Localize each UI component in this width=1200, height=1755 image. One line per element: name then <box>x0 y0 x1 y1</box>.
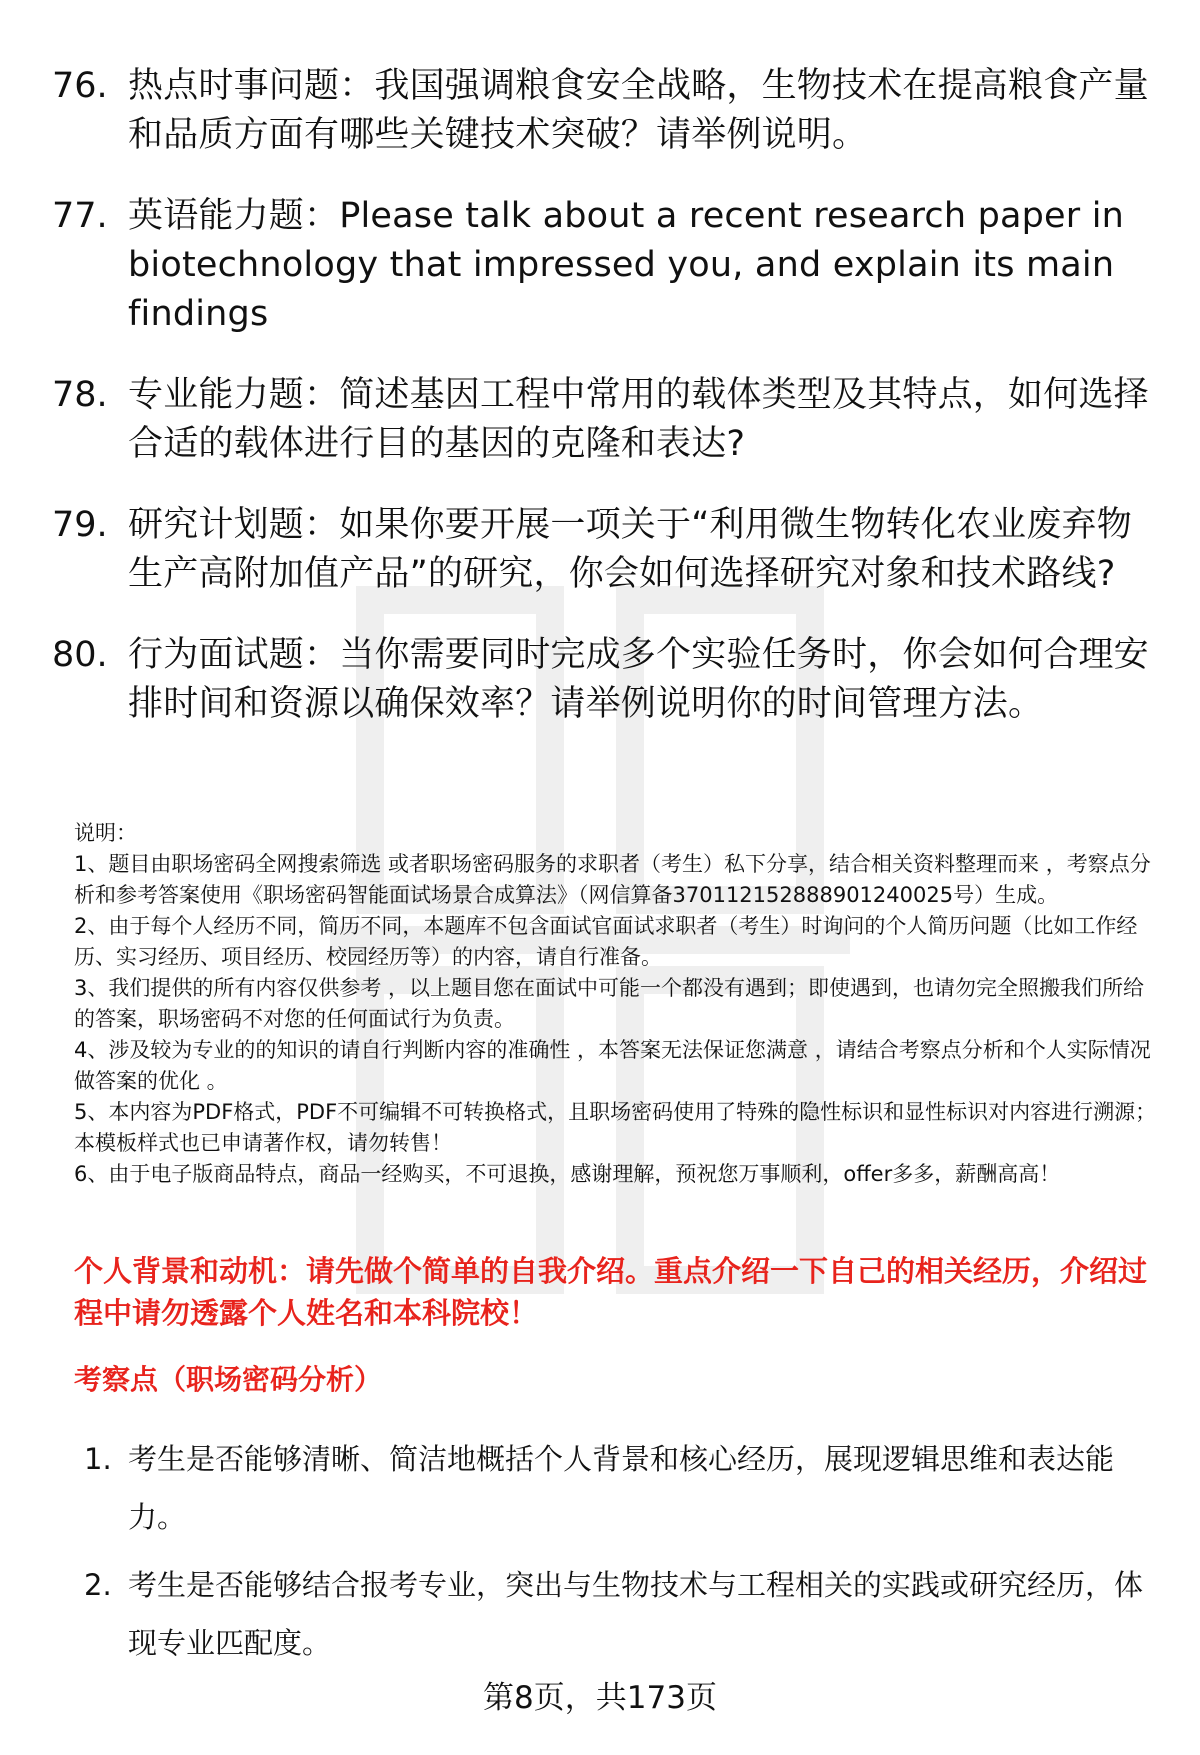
question-number: 80. <box>52 635 108 675</box>
question-text: 英语能力题：Please talk about a recent research paper in biotechnology that impressed you, and explain its main findings <box>128 196 1125 334</box>
question-number: 78. <box>52 375 108 415</box>
point-number: 1. <box>84 1442 112 1476</box>
notes-block <box>74 818 1160 1190</box>
question-number: 76. <box>52 66 108 106</box>
assessment-point <box>84 1430 1160 1546</box>
question-item <box>52 192 1152 339</box>
section-subheading: 考察点（职场密码分析） <box>74 1363 383 1396</box>
note-item: 6、由于电子版商品特点，商品一经购买，不可退换，感谢理解，预祝您万事顺利，offer多多，薪酬高高！ <box>74 1162 1061 1186</box>
page-number: 第8页，共173页 <box>483 1680 717 1716</box>
question-item <box>52 631 1152 729</box>
question-item <box>52 62 1152 160</box>
question-text: 研究计划题：如果你要开展一项关于“利用微生物转化农业废弃物生产高附加值产品”的研究，你会如何选择研究对象和技术路线? <box>128 505 1132 594</box>
question-text: 行为面试题：当你需要同时完成多个实验任务时，你会如何合理安排时间和资源以确保效率？请举例说明你的时间管理方法。 <box>128 635 1149 724</box>
point-text: 考生是否能够结合报考专业，突出与生物技术与工程相关的实践或研究经历，体现专业匹配度。 <box>128 1568 1144 1660</box>
question-list <box>52 62 1152 761</box>
note-item: 2、由于每个人经历不同，简历不同，本题库不包含面试官面试求职者（考生）时询问的个人简历问题（比如工作经历、实习经历、项目经历、校园经历等）的内容，请自行准备。 <box>74 914 1138 969</box>
question-text: 专业能力题：简述基因工程中常用的载体类型及其特点，如何选择合适的载体进行目的基因的克隆和表达? <box>128 375 1149 464</box>
note-item: 1、题目由职场密码全网搜索筛选 或者职场密码服务的求职者（考生）私下分享，结合相关资料整理而来 ，考察点分析和参考答案使用《职场密码智能面试场景合成算法》（网信算备370112152888901240025号）生成。 <box>74 852 1151 907</box>
question-number: 77. <box>52 196 108 236</box>
note-item: 5、本内容为PDF格式，PDF不可编辑不可转换格式，且职场密码使用了特殊的隐性标识和显性标识对内容进行溯源；本模板样式也已申请著作权，请勿转售！ <box>74 1100 1157 1155</box>
point-text: 考生是否能够清晰、简洁地概括个人背景和核心经历，展现逻辑思维和表达能力。 <box>128 1442 1115 1534</box>
question-number: 79. <box>52 505 108 545</box>
section-heading: 个人背景和动机：请先做个简单的自我介绍。重点介绍一下自己的相关经历，介绍过程中请勿透露个人姓名和本科院校！ <box>74 1254 1148 1330</box>
question-item <box>52 501 1152 599</box>
question-item <box>52 371 1152 469</box>
question-text: 热点时事问题：我国强调粮食安全战略，生物技术在提高粮食产量和品质方面有哪些关键技术突破？请举例说明。 <box>128 66 1149 155</box>
notes-title: 说明： <box>74 821 137 845</box>
note-item: 3、我们提供的所有内容仅供参考 ，以上题目您在面试中可能一个都没有遇到；即使遇到，也请勿完全照搬我们所给的答案，职场密码不对您的任何面试行为负责。 <box>74 976 1145 1031</box>
assessment-point <box>84 1556 1160 1672</box>
assessment-points <box>84 1430 1160 1682</box>
note-item: 4、涉及较为专业的的知识的请自行判断内容的准确性 ，本答案无法保证您满意 ，请结合考察点分析和个人实际情况做答案的优化 。 <box>74 1038 1151 1093</box>
point-number: 2. <box>84 1568 112 1602</box>
